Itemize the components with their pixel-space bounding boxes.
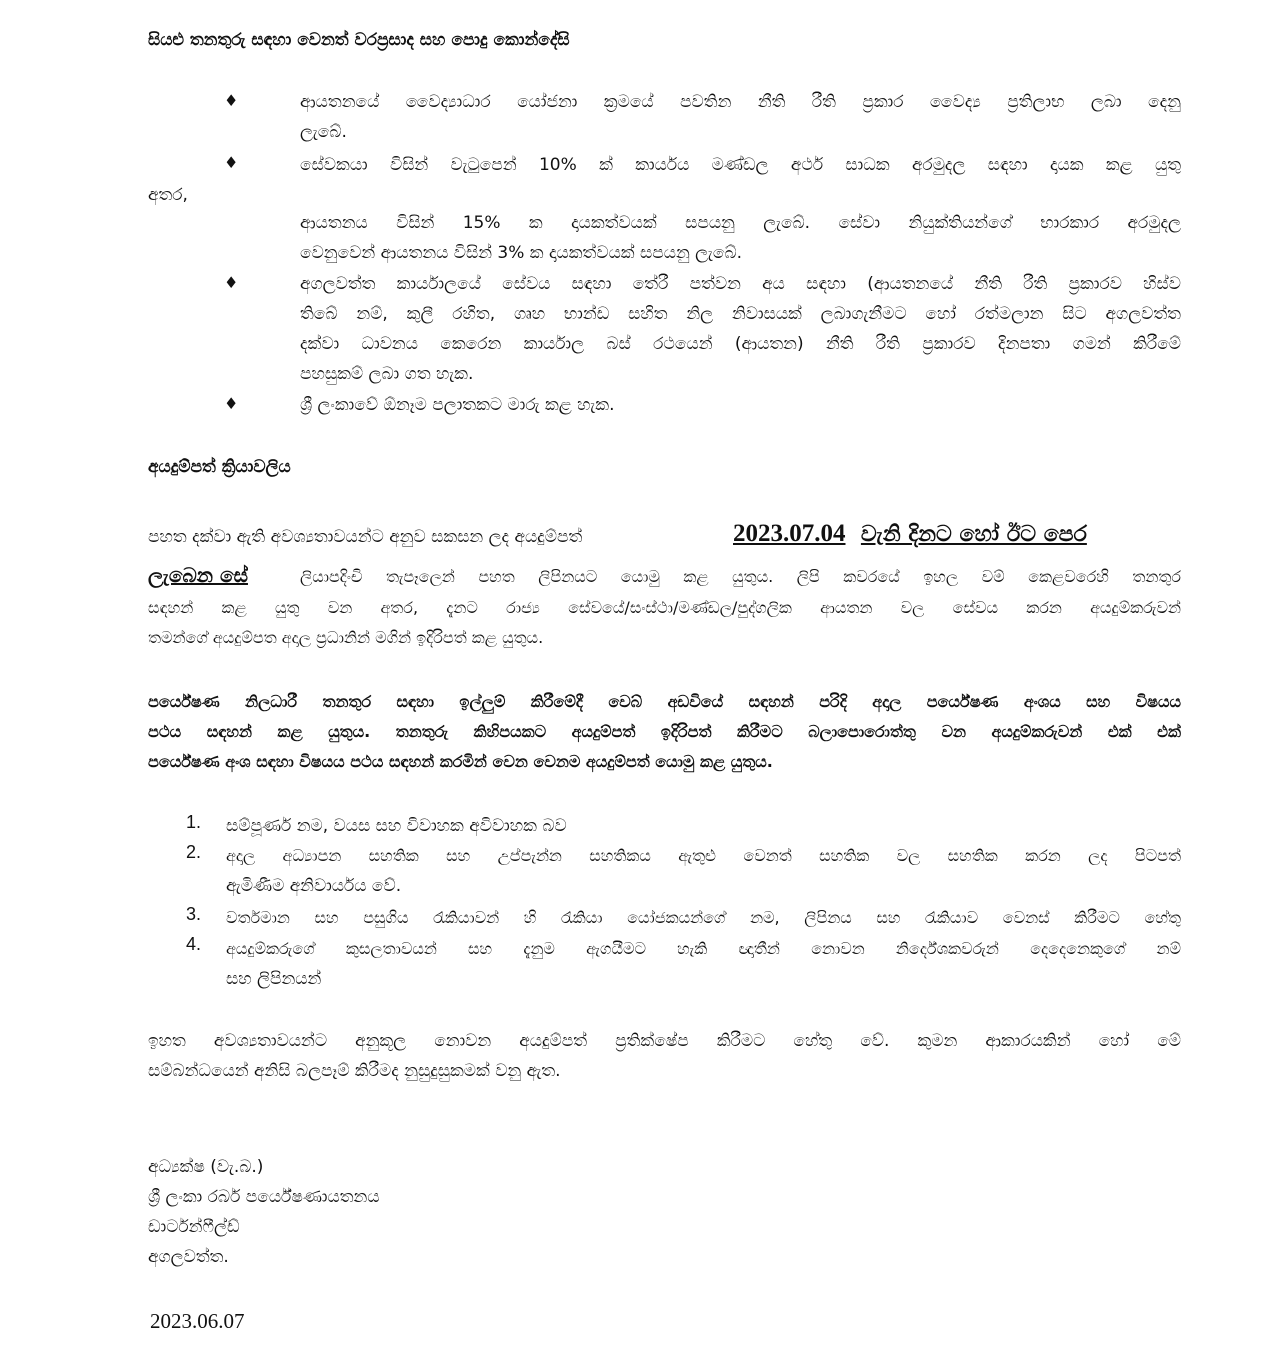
signature-organization: ශ්‍රී ලංකා රබර් පර්යේෂණායතනය bbox=[148, 1187, 380, 1207]
research-note-line-3: පර්යේෂණ අංශ සඳහා විෂයය පථය සඳහන් කරමින් වෙන වෙනම අයදුම්පත් යොමු කළ යුතුය. bbox=[148, 752, 773, 771]
bullet-icon: ♦ bbox=[224, 153, 239, 172]
benefit-3-line-3: දක්වා ධාවනය කෙරෙන කාර්යාල බස් රථයෙන් (ආයතන) නීති රීති ප්‍රකාරව දිනපතා ගමන් කිරීමේ bbox=[300, 334, 1181, 354]
benefit-4-line-1: ශ්‍රී ලංකාවේ ඕනෑම පලාතකට මාරු කළ හැක. bbox=[300, 395, 615, 415]
procedure-line-2: ලියාපදිංචි තැපෑලෙන් පහත ලිපිනයට යොමු කළ යුතුය. ලිපි කවරයේ ඉහල වම් කෙළවරෙහි තනතුර bbox=[300, 567, 1181, 586]
requirement-2-line-1: අදාල අධ්‍යාපන සහතික සහ උප්පැන්න සහතිකය ඇතුළු වෙනත් සහතික වල සහතික කරන ලද පිටපත් bbox=[226, 846, 1181, 865]
requirement-number: 1. bbox=[186, 812, 202, 832]
research-note-line-1: පර්යේෂණ නිලධාරී තනතුර සඳහා ඉල්ලුම් කිරීමේදී වෙබ් අඩවියේ සඳහන් පරිදි අදාල පර්යේෂණ අංශය සහ විෂයය bbox=[148, 692, 1181, 711]
bullet-icon: ♦ bbox=[224, 273, 239, 292]
benefit-2-line-1: සේවකයා විසින් වැටුපෙන් 10% ක් කාර්යය මණ්ඩල අර්ථ සාධක අරමුදල සඳහා දායක කළ යුතු bbox=[300, 155, 1181, 175]
deadline-date: 2023.07.04 bbox=[733, 520, 846, 547]
requirement-4-line-2: සහ ලිපිනයන් bbox=[226, 969, 322, 989]
heading-benefits: සියළු තනතුරු සඳහා වෙනත් වරප්‍රසාද සහ පොදු කොන්දේසි bbox=[148, 30, 570, 50]
requirement-3-line-1: වර්තමාන සහ පසුගිය රැකියාවන් හි රැකියා යෝජකයන්ගේ නම, ලිපිනය සහ රැකියාව වෙනස් කිරීමට හේතු bbox=[226, 908, 1181, 927]
heading-procedure: අයදුම්පත් ක්‍රියාවලිය bbox=[148, 457, 291, 477]
signature-title: අධ්‍යක්ෂ (වැ.බ.) bbox=[148, 1157, 264, 1177]
benefit-2-line-4: වෙනුවෙන් ආයතනය විසින් 3% ක දායකත්වයක් සපයනු ලැබේ. bbox=[300, 243, 743, 263]
bullet-icon: ♦ bbox=[224, 91, 239, 110]
requirement-2-line-2: ඇමිණීම අනිවාර්යය වේ. bbox=[226, 876, 402, 896]
deadline-continue: ලැබෙන සේ bbox=[148, 563, 248, 587]
benefit-3-line-1: අගලවත්ත කාර්යාලයේ සේවය සඳහා තේරී පත්වන අය සඳහා (ආයතනයේ නීති රීති ප්‍රකාරව හිස්ව bbox=[300, 274, 1181, 294]
benefit-1-line-1: ආයතනයේ වෛද්‍යාධාර යෝජනා ක්‍රමයේ පවතින නීති රීති ප්‍රකාර වෛද්‍ය ප්‍රතිලාභ ලබා දෙනු bbox=[300, 92, 1181, 112]
benefit-3-line-4: පහසුකම් ලබා ගත හැක. bbox=[300, 364, 474, 384]
research-note-line-2: පථය සඳහන් කළ යුතුය. තනතුරු කිහිපයකට අයදුම්පත් ඉදිරිපත් කිරීමට බලාපොරොත්තු වන අයදුම්කරුවන් එක් එක් bbox=[148, 722, 1181, 741]
bullet-icon: ♦ bbox=[224, 394, 239, 413]
signature-place-2: අගලවත්ත. bbox=[148, 1247, 229, 1267]
procedure-line-1-text: පහත දක්වා ඇති අවශ්‍යතාවයන්ට අනුව සකසන ලද අයදුම්පත් bbox=[148, 527, 583, 547]
document-date: 2023.06.07 bbox=[150, 1309, 245, 1333]
rejection-line-2: සම්බන්ධයෙන් අනිසි බලපෑම් කිරීමද නුසුදුසුකමක් වනු ඇත. bbox=[148, 1061, 561, 1081]
benefit-3-line-2: තිබේ නම්, කුලී රහිත, ගෘහ භාන්ඩ සහිත නිල නිවාසයක් ලබාගැනීමට හෝ රත්මලාන සිට අගලවත්ත bbox=[300, 304, 1181, 324]
rejection-line-1: ඉහත අවශ්‍යතාවයන්ට අනුකූල නොවන අයදුම්පත් ප්‍රතික්ෂේප කිරීමට හේතු වේ. කුමන ආකාරයකින් හෝ මේ bbox=[148, 1031, 1181, 1051]
requirement-4-line-1: අයදුම්කරුගේ කුසලතාවයන් සහ දැනුම ඇගයීමට හැකි ඥාතීන් නොවන නිර්දේශකවරුන් දෙදෙනෙකුගේ නම් bbox=[226, 939, 1181, 958]
deadline-text: වැනි දිනට හෝ ඊට පෙර bbox=[860, 522, 1087, 547]
procedure-line-3: සඳහන් කළ යුතු වන අතර, දැනට රාජ්‍ය සේවයේ/සංස්ථා/මණ්ඩල/පුද්ගලික ආයතන වල සේවය කරන අයදුම්කරුවන් bbox=[148, 598, 1181, 617]
benefit-2-line-2: අතර, bbox=[148, 185, 188, 205]
procedure-line-4: තමන්ගේ අයදුම්පත අදාල ප්‍රධානින් මගින් ඉදිරිපත් කළ යුතුය. bbox=[148, 628, 544, 647]
benefit-2-line-3: ආයතනය විසින් 15% ක දායකත්වයක් සපයනු ලැබේ. සේවා නියුක්තියන්ගේ භාරකාර අරමුදල bbox=[300, 213, 1181, 233]
signature-place-1: ඩාර්ටන්ෆීල්ඩ් bbox=[148, 1217, 240, 1237]
requirement-1-line-1: සම්පූර්ණ නම, වයස සහ විවාහක අවිවාහක බව bbox=[226, 816, 567, 836]
requirement-number: 4. bbox=[186, 934, 202, 954]
requirement-number: 2. bbox=[186, 842, 202, 862]
requirement-number: 3. bbox=[186, 904, 202, 924]
benefit-1-line-2: ලැබේ. bbox=[300, 122, 347, 142]
